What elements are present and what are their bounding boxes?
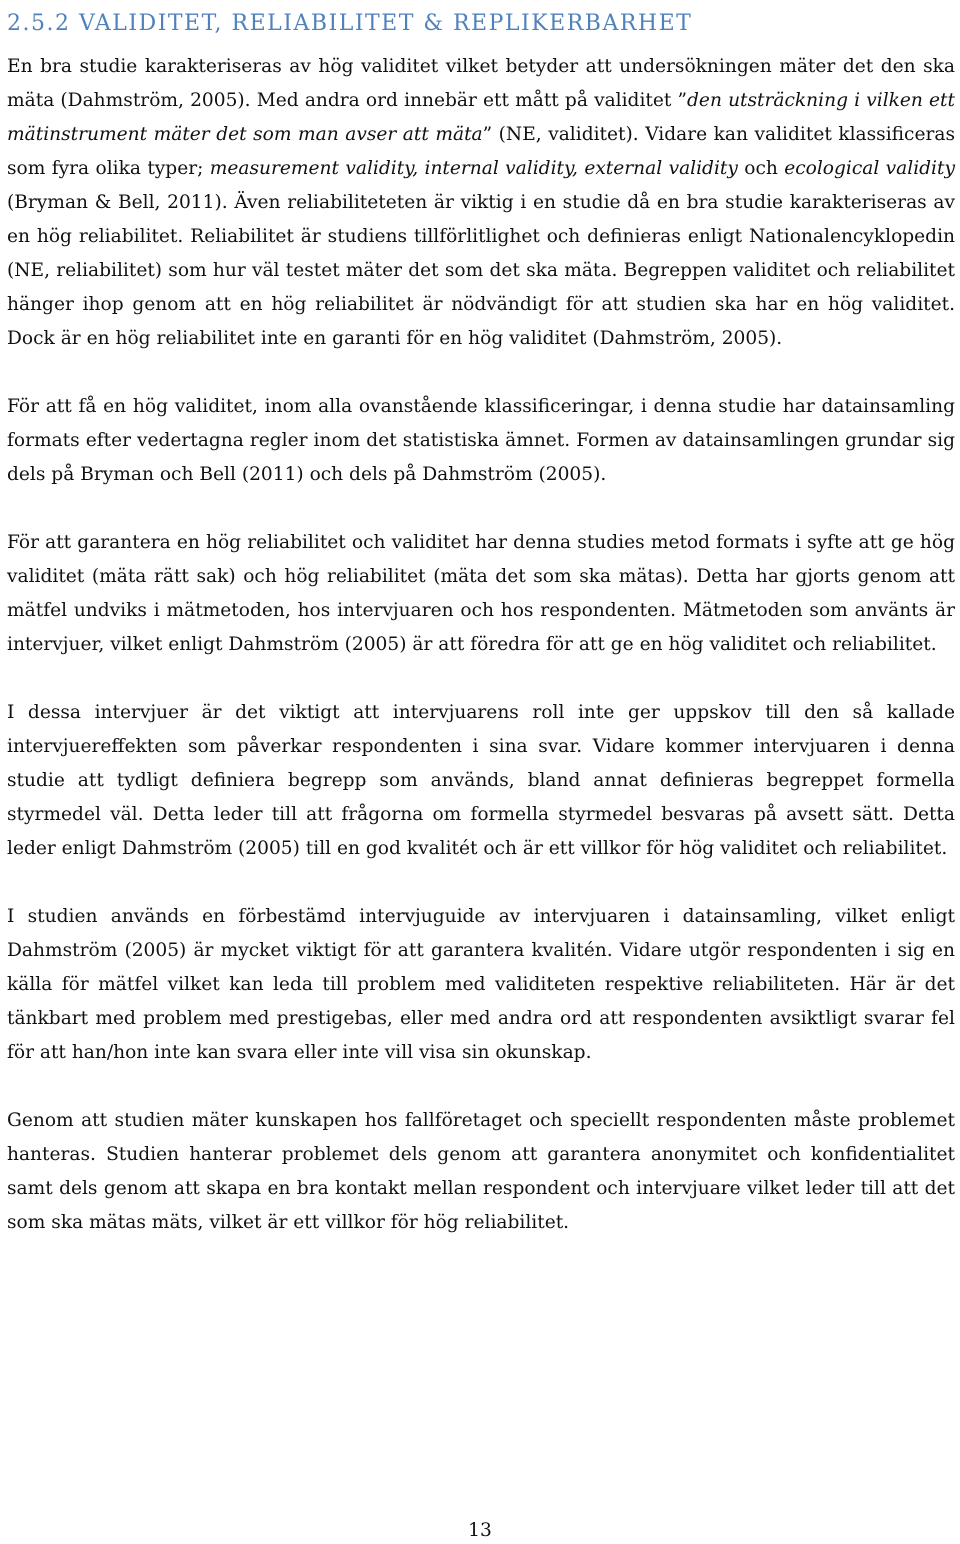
paragraph-4: I dessa intervjuer är det viktigt att intervjuarens roll inte ger uppskov till den så kallade intervjuereffekten som påverkar respondenten i sina svar. Vidare kommer intervjuaren i denna studie att tydligt definiera begrepp som används, bland annat definieras begreppet formella styrmedel väl. Detta leder till att frågorna om formella styrmedel besvaras på avsett sätt. Detta leder enligt Dahmström (2005) till en god kvalitét och är ett villkor för hög validitet och reliabilitet. — [7, 702, 955, 859]
page-number: 13 — [468, 1520, 492, 1541]
p1-text-c: ” (NE, validitet). Vidare kan validitet klassificeras som fyra olika typer; — [7, 124, 955, 179]
paragraph-spacer — [7, 356, 955, 390]
paragraph-spacer — [7, 492, 955, 526]
paragraph-6: Genom att studien mäter kunskapen hos fallföretaget och speciellt respondenten måste problemet hanteras. Studien hanterar problemet dels genom att garantera anonymitet och konfidentialitet samt dels genom att skapa en bra kontakt mellan respondent och intervjuare vilket leder till att det som ska mätas mäts, vilket är ett villkor för hög reliabilitet. — [7, 1110, 955, 1233]
p1-italic-ecological: ecological validity — [784, 158, 955, 179]
paragraph-2: För att få en hög validitet, inom alla ovanstående klassificeringar, i denna studie har datainsamling formats efter vedertagna regler inom det statistiska ämnet. Formen av datainsamlingen grundar sig dels på Bryman och Bell (2011) och dels på Dahmström (2005). — [7, 396, 955, 485]
paragraph-5: I studien används en förbestämd intervjuguide av intervjuaren i datainsamling, vilket enligt Dahmström (2005) är mycket viktigt för att garantera kvalitén. Vidare utgör respondenten i sig en källa för mätfel vilket kan leda till problem med validiteten respektive reliabiliteten. Här är det tänkbart med problem med prestigebas, eller med andra ord att respondenten avsiktligt svarar fel för att han/hon inte kan svara eller inte vill visa sin okunskap. — [7, 906, 955, 1063]
p1-text-e: och — [737, 158, 785, 179]
paragraph-3: För att garantera en hög reliabilitet och validitet har denna studies metod formats i syfte att ge hög validitet (mäta rätt sak) och hög reliabilitet (mäta det som ska mätas). Detta har gjorts genom att mätfel undviks i mätmetoden, hos intervjuaren och hos respondenten. Mätmetoden som använts är intervjuer, vilket enligt Dahmström (2005) är att föredra för att ge en hög validitet och reliabilitet. — [7, 532, 955, 655]
paragraph-spacer — [7, 866, 955, 900]
p1-text-g: (Bryman & Bell, 2011). Även reliabiliteteten är viktig i en studie då en bra studie karakteriseras av en hög reliabilitet. Reliabilitet är studiens tillförlitlighet och definieras enligt Nationalencyklopedin (NE, reliabilitet) som hur väl testet mäter det som det ska mäta. Begreppen validitet och reliabilitet hänger ihop genom att en hög reliabilitet är nödvändigt för att studien ska har en hög validitet. Dock är en hög reliabilitet inte en garanti för en hög validitet (Dahmström, 2005). — [7, 192, 955, 349]
p1-italic-definition: den utsträckning i vilken ett mätinstrument mäter det som man avser att mäta — [7, 90, 955, 145]
paragraph-1 — [7, 50, 955, 356]
document-page — [7, 0, 955, 1240]
p1-italic-validity-types: measurement validity, internal validity, external validity — [209, 158, 738, 179]
p1-text-a: En bra studie karakteriseras av hög validitet vilket betyder att undersökningen mäter det den ska mäta (Dahmström, 2005). Med andra ord innebär ett mått på validitet ” — [7, 56, 955, 111]
section-heading: 2.5.2 VALIDITET, RELIABILITET & REPLIKERBARHET — [7, 11, 693, 36]
paragraph-spacer — [7, 662, 955, 696]
paragraph-spacer — [7, 1070, 955, 1104]
